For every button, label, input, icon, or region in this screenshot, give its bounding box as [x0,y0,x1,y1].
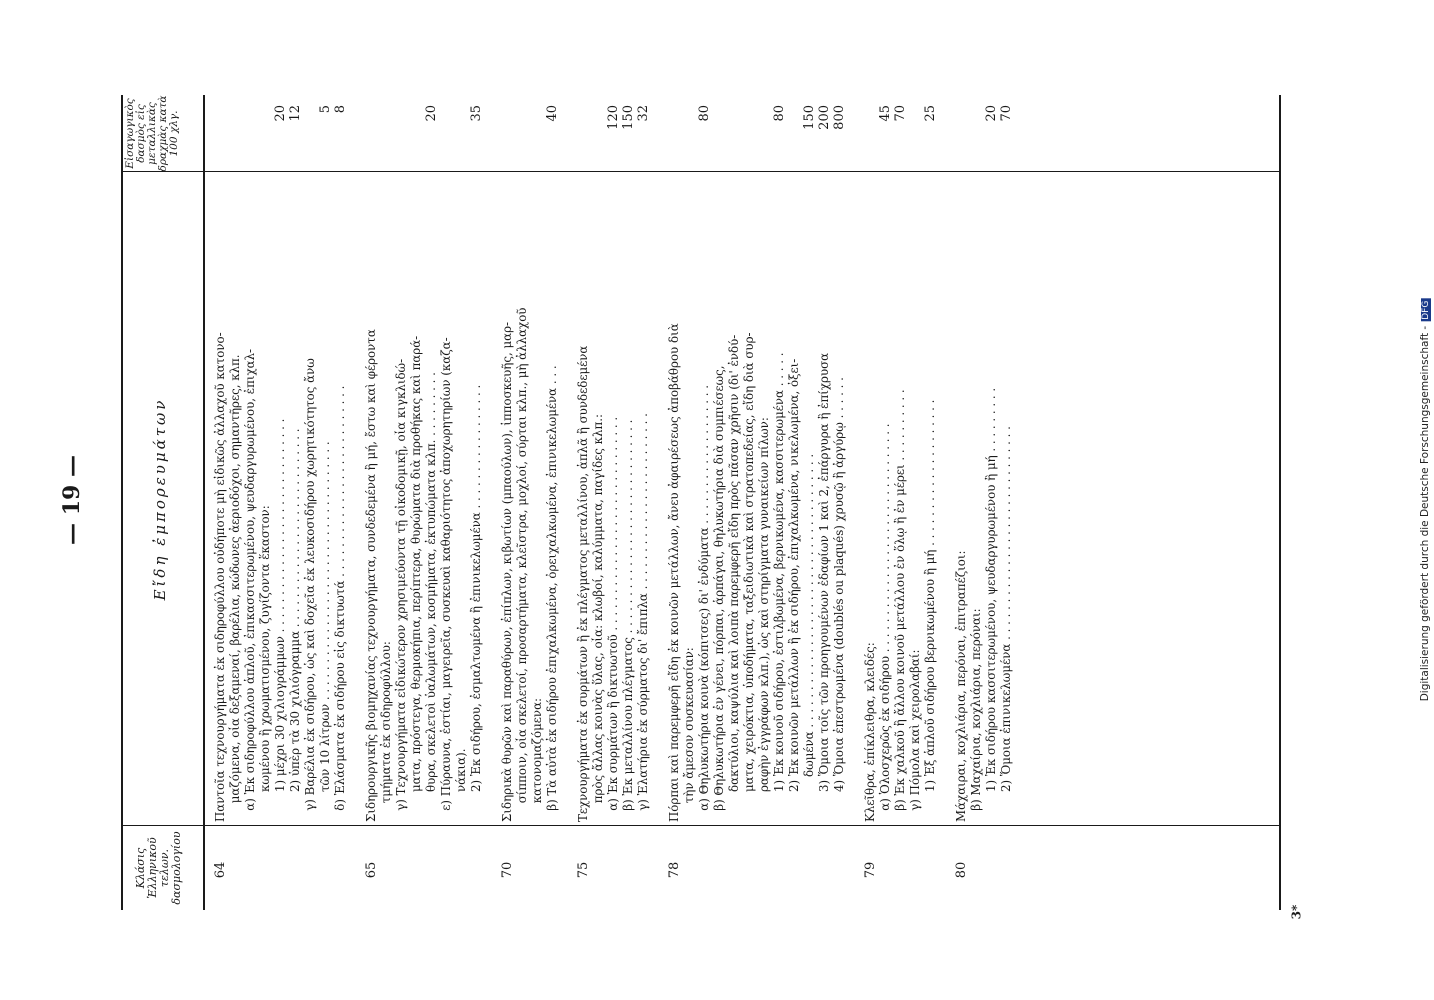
description-line: Παντοῖα τεχνουργήματα ἐκ σιδηροφύλλου οὐδήποτε μὴ εἰδικῶς ἀλλαχοῦ κατονο- [213,332,227,822]
tariff-class-code: 78 [667,861,682,879]
description-line: α) Ἐκ σιδηροφύλλου ἁπλοῦ, ἐπικασσιτερωμένου, ψευδαργυρωμένου, ἐπιχαλ- [243,348,257,822]
description-line: κατονομαζόμενα: [530,697,544,822]
description-line: τμήματα ἐκ σιδηροφύλλου: [379,641,393,822]
tariff-class-code: 79 [863,861,878,879]
duty-rate: 45 [878,105,893,122]
description-line: μαζόμενα, οἷα δεξαμεναί, βαρέλια, κώδωνες ἀεριοδόχοι, σημαντῆρες, κλπ. [228,354,242,822]
tariff-entry [500,95,560,910]
tariff-class-code: 65 [364,861,379,879]
description-line: β) Ἐκ μεταλλίνου πλέγματος . . . . . . . . . . . . . . . . . . . . . . . . . . . . . [621,419,635,822]
goods-description [364,176,484,822]
description-line: γ) Βαρέλια ἐκ σιδήρου, ὡς καὶ δοχεῖα ἐκ λευκοσιδήρου χωρητικότητος ἄνω [303,358,317,822]
signature-mark: 3* [1289,904,1304,920]
header-goods-column: Εἴδη ἐμπορευμάτων [151,397,169,601]
description-line: 2) ὑπὲρ τὰ 30 χιλιόγραμμα . . . . . . . . . . . . . . . . . . . . . . . . . . . [288,428,302,822]
description-line: ματα, χειρόκτια, ὑποδήματα, ταξειδιωτικὰ καὶ στρατοπεδείας, εἴδη διὰ συρ- [742,332,756,822]
description-line: ματα, πρόστεγα, θερμοκήπια, περίπτερα, θυρώματα διὰ προθήκας καὶ παρά- [409,335,423,822]
dfg-logo: DFG [1421,300,1431,320]
description-line: 3) Ὅμοια τοῖς τῶν προηγουμένων ἐδαφίων 1 καὶ 2, ἐπάργυρα ἢ ἐπίχρυσα [817,352,831,822]
goods-description [576,176,651,822]
tariff-entry [954,95,1014,910]
description-line: δωμένα . . . . . . . . . . . . . . . . . . . . . . . . . . . . . . . . . . . . . [802,453,816,822]
description-line: 1) Ἐκ κοινοῦ σιδήρου, ἐστιλβωμένα, βερνικωμένα, κασσιτερωμένα . . . . . [772,352,786,822]
duty-rate: 800 [832,105,847,130]
duty-rate: 35 [469,105,484,122]
description-line: ε) Πύραυνα, ἑστίαι, μαγειρεῖα, συσκευαὶ καθαριότητος ἀποχωρητηρίων (καζα- [439,337,453,822]
description-line: ραφὴν ἐγγράφων κλπ.), ὡς καὶ στηρίγματα γυναικείων πίλων: [757,417,771,822]
description-line: γ) Πόμολα καὶ χειρολαβαί: [908,649,922,822]
description-line: Τεχνουργήματα ἐκ συρμάτων ἢ ἐκ πλέγματος μεταλλίνου, ἁπλᾶ ἢ συνδεδεμένα [576,345,590,822]
tariff-entry [667,95,847,910]
duty-rate: 150 [621,105,636,130]
digitization-text: Digitalisierung gefördert durch die Deutsche Forschungsgemeinschaft - [1419,325,1431,702]
goods-description [667,176,847,822]
digitization-note [1419,299,1431,702]
description-line: δακτύλιοι, καψύλια καὶ λοιπὰ παρεμφερῆ εἴδη πρὸς πᾶσαν χρῆσιν (δι' ἐνδύ- [727,334,741,822]
description-line: Κλεῖθρα, ἐπίκλειθρα, κλειδές: [863,642,877,822]
description-line: 1) μέχρι 30 χιλιογράμμων . . . . . . . . . . . . . . . . . . . . . . . . . . . . . [273,418,287,822]
tariff-class-code: 80 [954,861,969,879]
description-line: β) Ἐκ χαλκοῦ ἢ ἄλλου κοινοῦ μετάλλου ἐν ὅλῳ ἢ ἐν μέρει . . . . . . . . . . [893,389,907,822]
description-line: τὴν ἄμεσον συσκευασίαν: [682,647,696,822]
description-line: τῶν 10 λίτρων . . . . . . . . . . . . . . . . . . . . . . . . . . . . . . . . . . . [318,441,332,822]
description-line: Μάχαιραι, κοχλιάρια, περόναι, ἐπιτραπέζιοι: [954,550,968,822]
tariff-entry [364,95,484,910]
duty-rate: 200 [817,105,832,130]
duty-rate: 80 [772,105,787,122]
description-line: α) Ἐκ συρμάτων ἢ δικτυωτοῦ . . . . . . . . . . . . . . . . . . . . . . . . . . . . . [606,416,620,822]
tariff-class-code: 70 [500,861,515,879]
table-bottom-rule [1279,95,1281,910]
description-line: Σιδηρουργικῆς βιομηχανίας τεχνουργήματα, συνδεδεμένα ἢ μή, ἔστω καὶ φέροντα [364,329,378,822]
description-line: γ) Ἐλατήρια ἐκ σύρματος δι' ἔπιπλα . . . . . . . . . . . . . . . . . . . . . . . . [636,413,650,822]
duty-rate: 5 [318,105,333,114]
description-line: β) Μαχαίρια, κοχλιάρια, περόναι: [969,608,983,822]
duty-rate: 70 [999,105,1014,122]
table-body [213,95,1273,910]
goods-description [863,176,938,822]
tariff-entry [863,95,938,910]
goods-description [954,176,1014,822]
description-line: γ) Τεχνουργήματα εἰδικώτερον χρησιμεύοντα τῇ οἰκοδομικῇ, οἷα κιγκλιδώ- [394,358,408,822]
goods-description [500,176,560,822]
duty-rate: 120 [606,105,621,130]
description-line: κωμένου ἢ χρωματισμένου, ζυγίζοντα ἕκαστον: [258,505,272,822]
duty-rate: 12 [288,105,303,122]
description-line: 2) Ἐκ κοινῶν μετάλλων ἢ ἐκ σιδήρου, ἐπιχαλκωμένα, νικελωμένα, ὀξει- [787,358,801,822]
tariff-class-code: 75 [576,861,591,879]
description-line: πρὸς ἄλλας κοινὰς ὕλας, οἷα: κλωβοί, καλύμματα, παγίδες κλπ.: [591,414,605,822]
description-line: σίπποιν, οἷα σκελετοί, προσαρτήματα, κλεῖστρα, μοχλοί, σύρται κλπ., μὴ ἀλλαχοῦ [515,307,529,822]
tariff-class-code: 64 [213,861,228,879]
goods-description [213,176,348,822]
description-line: νάκια). [454,748,468,822]
tariff-entry [213,95,348,910]
description-line: θυρα, σκελετοὶ ὑαλωμάτων, κοσμήματα, ἐκτυπώματα κλπ. . . . . . . . . . [424,372,438,822]
description-line: β) Τὰ αὐτὰ ἐκ σιδήρου ἐπιχαλκωμένα, ὀρειχαλκωμένα, ἐπινικελωμένα . . . [545,365,559,822]
duty-rate: 80 [697,105,712,122]
table-top-rule [121,95,123,910]
duty-rate: 20 [984,105,999,122]
description-line: 2) Ἐκ σιδήρου, ἐσμαλτωμένα ἢ ἐπινικελωμένα . . . . . . . . . . . . . . . . . [469,384,483,822]
description-line: α) Ὁλοσχερῶς ἐκ σιδήρου . . . . . . . . . . . . . . . . . . . . . . . . . . . . . . . [878,423,892,822]
header-bottom-rule [203,95,205,910]
description-line: δ) Ἐλάσματα ἐκ σιδήρου εἰς δικτυωτά . . . . . . . . . . . . . . . . . . . . . . . . . . [333,385,347,822]
header-duty-column: Εἰσαγωγικὸς δασμὸς εἰς μεταλλικὰς δραχμὰς κατὰ 100 χλγ. [124,95,180,172]
description-line: 4) Ὅμοια ἐπεστρωμένα (doublés ou plaqués) χρυσῷ ἢ ἀργύρῳ . . . . . . [832,377,846,822]
header-class-column: Κλάσις Ἑλληνικοῦ τελων. δασμολογίου [134,831,183,905]
description-line: Πόρπαι καὶ παρεμφερῆ εἴδη ἐκ κοινῶν μετάλλων, ἄνευ ἀφαιρέσεως ἀποβάθρου διὰ [667,323,681,822]
page-number: — 19 — [59,455,85,545]
description-line: 1) Ἐκ σιδήρου κασσιτερωμένου, ψευδαργυρωμένου ἢ μή . . . . . . . . . [984,387,998,822]
duty-rate: 8 [333,105,348,114]
duty-rate: 25 [923,105,938,122]
duty-rate: 20 [273,105,288,122]
duty-rate: 20 [424,105,439,122]
duty-rate: 32 [636,105,651,122]
tariff-entry [576,95,651,910]
tariff-table [121,95,1281,910]
description-line: 1) Ἐξ ἁπλοῦ σιδήρου βερνικωμένου ἢ μή . . . . . . . . . . . . . . . . . . . . [923,399,937,822]
description-line: Σιδηρικὰ θυρῶν καὶ παραθύρων, ἐπίπλων, κιβωτίων (μπαούλων), ἱπποσκευῆς, μαρ- [500,321,514,822]
description-line: 2) Ὅμοια ἐπινικελωμένα . . . . . . . . . . . . . . . . . . . . . . . . . . . . . [999,426,1013,822]
duty-rate: 70 [893,105,908,122]
duty-rate: 40 [545,105,560,122]
duty-rate: 150 [802,105,817,130]
description-line: β) Θηλυκωτήρια ἐν γένει, πόρπαι, ἁρπάγαι, θηλυκωτήρια διὰ συμπιέσεως, [712,365,726,822]
description-line: α) Θηλυκωτήρια κοινὰ (κόπιτσες) δι' ἐνδύματα . . . . . . . . . . . . . . . . . . . [697,384,711,822]
